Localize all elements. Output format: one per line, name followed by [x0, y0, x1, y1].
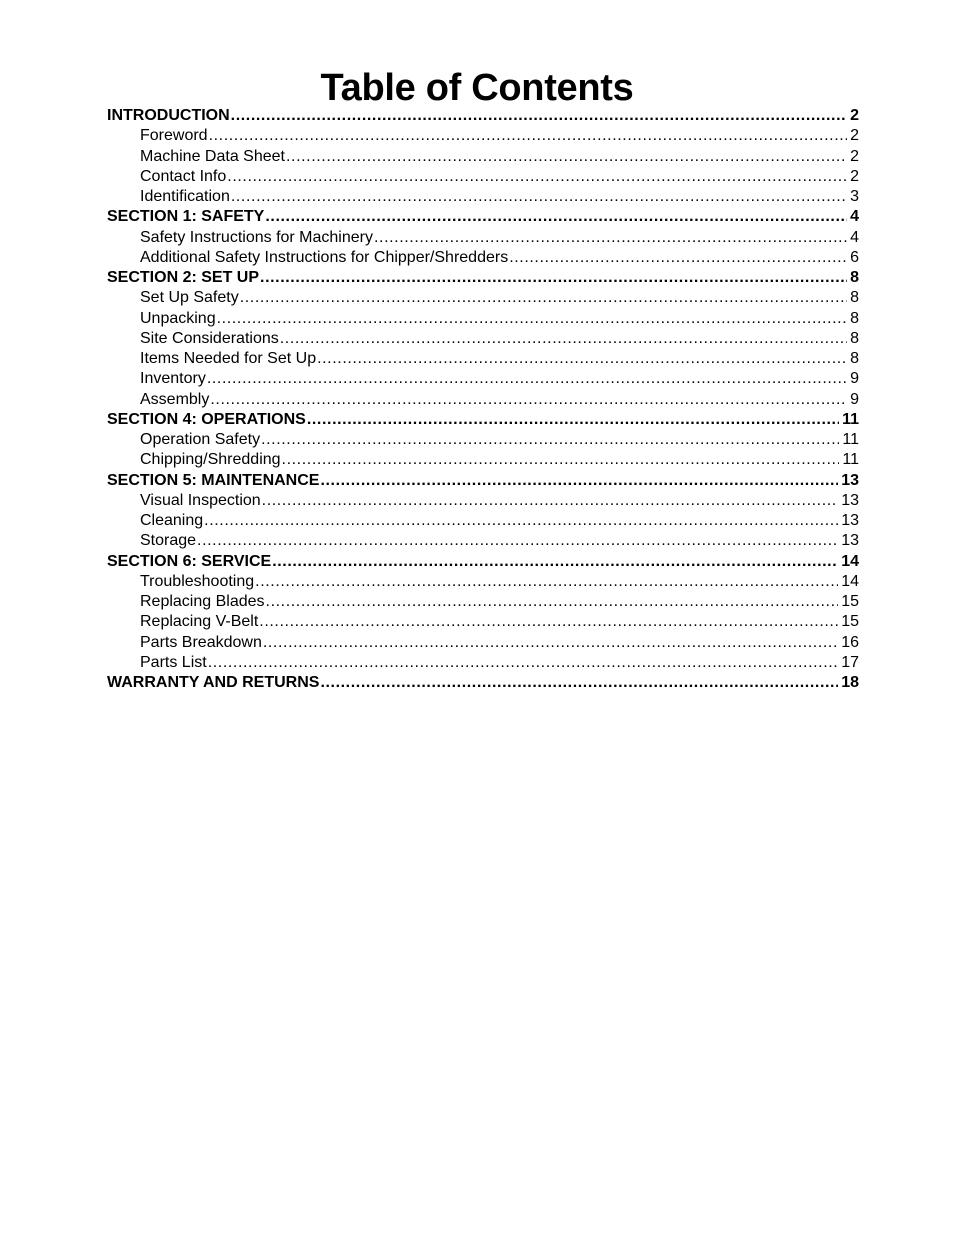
toc-page-number: 17	[841, 653, 859, 671]
toc-subsection-entry[interactable]	[107, 511, 859, 531]
toc-dot-leader	[231, 106, 847, 126]
toc-subsection-entry[interactable]	[107, 126, 859, 146]
toc-dot-leader	[259, 612, 838, 632]
toc-entry-label: Foreword	[140, 127, 208, 145]
toc-section-entry[interactable]	[107, 471, 859, 491]
toc-dot-leader	[217, 309, 847, 329]
toc-dot-leader	[262, 491, 839, 511]
toc-entry-label: Identification	[140, 188, 230, 205]
toc-dot-leader	[374, 228, 847, 248]
toc-page-number: 8	[850, 350, 859, 367]
toc-dot-leader	[272, 552, 838, 572]
toc-entry-label: Safety Instructions for Machinery	[140, 228, 373, 246]
toc-section-entry[interactable]	[107, 410, 859, 430]
toc-page-number: 8	[850, 329, 859, 347]
toc-subsection-entry[interactable]	[107, 228, 859, 248]
toc-dot-leader	[255, 572, 838, 592]
toc-dot-leader	[320, 471, 838, 491]
toc-dot-leader	[307, 410, 839, 430]
toc-subsection-entry[interactable]	[107, 288, 859, 308]
toc-dot-leader	[231, 187, 847, 207]
toc-dot-leader	[210, 390, 847, 410]
toc-entry-label: Parts List	[140, 653, 207, 671]
toc-dot-leader	[204, 511, 838, 531]
toc-subsection-entry[interactable]	[107, 633, 859, 653]
toc-page-number: 13	[841, 512, 859, 529]
toc-page-number: 4	[850, 208, 859, 226]
toc-dot-leader	[266, 592, 839, 612]
toc-page-number: 13	[841, 532, 859, 550]
toc-entry-label: SECTION 2: SET UP	[107, 269, 260, 286]
page-title: Table of Contents	[320, 67, 634, 109]
toc-entry-label: Troubleshooting	[140, 572, 255, 590]
toc-page-number: 13	[841, 491, 859, 509]
toc-page-number: 16	[841, 633, 859, 651]
toc-entry-label: Machine Data Sheet	[140, 147, 285, 165]
toc-page-number: 9	[850, 370, 859, 388]
toc-entry-label: WARRANTY AND RETURNS	[107, 674, 320, 691]
toc-subsection-entry[interactable]	[107, 572, 859, 592]
toc-dot-leader	[280, 329, 847, 349]
toc-subsection-entry[interactable]	[107, 491, 859, 511]
toc-entry-label: SECTION 1: SAFETY	[107, 208, 265, 226]
toc-section-entry[interactable]	[107, 552, 859, 572]
toc-dot-leader	[263, 633, 838, 653]
toc-dot-leader	[320, 673, 838, 693]
toc-subsection-entry[interactable]	[107, 653, 859, 673]
toc-subsection-entry[interactable]	[107, 187, 859, 207]
toc-dot-leader	[227, 167, 847, 187]
toc-dot-leader	[240, 288, 847, 308]
toc-entry-label: SECTION 6: SERVICE	[107, 552, 272, 570]
toc-subsection-entry[interactable]	[107, 167, 859, 187]
toc-dot-leader	[265, 207, 847, 227]
toc-entry-label: Site Considerations	[140, 329, 279, 347]
toc-dot-leader	[317, 349, 847, 369]
toc-subsection-entry[interactable]	[107, 592, 859, 612]
toc-entry-label: Unpacking	[140, 309, 216, 327]
toc-subsection-entry[interactable]	[107, 147, 859, 167]
toc-entry-label: Additional Safety Instructions for Chipper/Shredders	[140, 248, 509, 266]
toc-dot-leader	[197, 531, 838, 551]
toc-page-number: 13	[841, 471, 859, 489]
toc-dot-leader	[286, 147, 847, 167]
toc-dot-leader	[260, 268, 847, 288]
toc-subsection-entry[interactable]	[107, 248, 859, 268]
toc-page-number: 4	[850, 228, 859, 246]
toc-dot-leader	[209, 126, 848, 146]
toc-subsection-entry[interactable]	[107, 612, 859, 632]
toc-subsection-entry[interactable]	[107, 369, 859, 389]
toc-subsection-entry[interactable]	[107, 390, 859, 410]
toc-subsection-entry[interactable]	[107, 309, 859, 329]
toc-page-number: 15	[841, 613, 859, 631]
toc-subsection-entry[interactable]	[107, 430, 859, 450]
toc-subsection-entry[interactable]	[107, 329, 859, 349]
toc-entry-label: Visual Inspection	[140, 491, 261, 509]
toc-dot-leader	[509, 248, 847, 268]
toc-page-number: 8	[850, 289, 859, 307]
toc-entry-label: Operation Safety	[140, 431, 261, 448]
toc-dot-leader	[261, 430, 839, 450]
toc-entry-label: SECTION 4: OPERATIONS	[107, 410, 306, 428]
toc-entry-label: INTRODUCTION	[107, 107, 230, 124]
toc-subsection-entry[interactable]	[107, 349, 859, 369]
toc-entry-label: Cleaning	[140, 512, 204, 529]
toc-page-number: 11	[842, 410, 859, 428]
toc-entry-label: Contact Info	[140, 167, 227, 185]
toc-entry-label: Items Needed for Set Up	[140, 350, 317, 367]
toc-page-number: 2	[850, 167, 859, 185]
table-of-contents	[107, 106, 859, 693]
toc-entry-label: Replacing V-Belt	[140, 613, 259, 631]
toc-entry-label: Parts Breakdown	[140, 633, 262, 651]
toc-section-entry[interactable]	[107, 106, 859, 126]
toc-page-number: 14	[841, 552, 859, 570]
toc-page-number: 3	[850, 188, 859, 205]
toc-subsection-entry[interactable]	[107, 450, 859, 470]
toc-page-number: 14	[841, 572, 859, 590]
toc-page-number: 9	[850, 390, 859, 408]
toc-dot-leader	[208, 653, 839, 673]
toc-entry-label: Assembly	[140, 390, 210, 408]
toc-entry-label: Inventory	[140, 370, 206, 388]
toc-page-number: 11	[842, 431, 859, 448]
toc-section-entry[interactable]	[107, 268, 859, 288]
toc-subsection-entry[interactable]	[107, 531, 859, 551]
toc-page-number: 11	[842, 451, 859, 469]
toc-dot-leader	[207, 369, 847, 389]
toc-page-number: 15	[841, 593, 859, 610]
toc-dot-leader	[282, 450, 840, 470]
toc-section-entry[interactable]	[107, 207, 859, 227]
toc-page-number: 18	[841, 674, 859, 691]
toc-entry-label: Replacing Blades	[140, 593, 265, 610]
toc-entry-label: SECTION 5: MAINTENANCE	[107, 471, 320, 489]
toc-page-number: 2	[850, 147, 859, 165]
toc-entry-label: Set Up Safety	[140, 289, 239, 307]
toc-page-number: 8	[850, 309, 859, 327]
toc-page-number: 8	[850, 269, 859, 286]
toc-page-number: 2	[850, 127, 859, 145]
toc-entry-label: Chipping/Shredding	[140, 451, 281, 469]
toc-page-number: 6	[850, 248, 859, 266]
toc-entry-label: Storage	[140, 532, 197, 550]
toc-section-entry[interactable]	[107, 673, 859, 693]
toc-page-number: 2	[850, 107, 859, 124]
